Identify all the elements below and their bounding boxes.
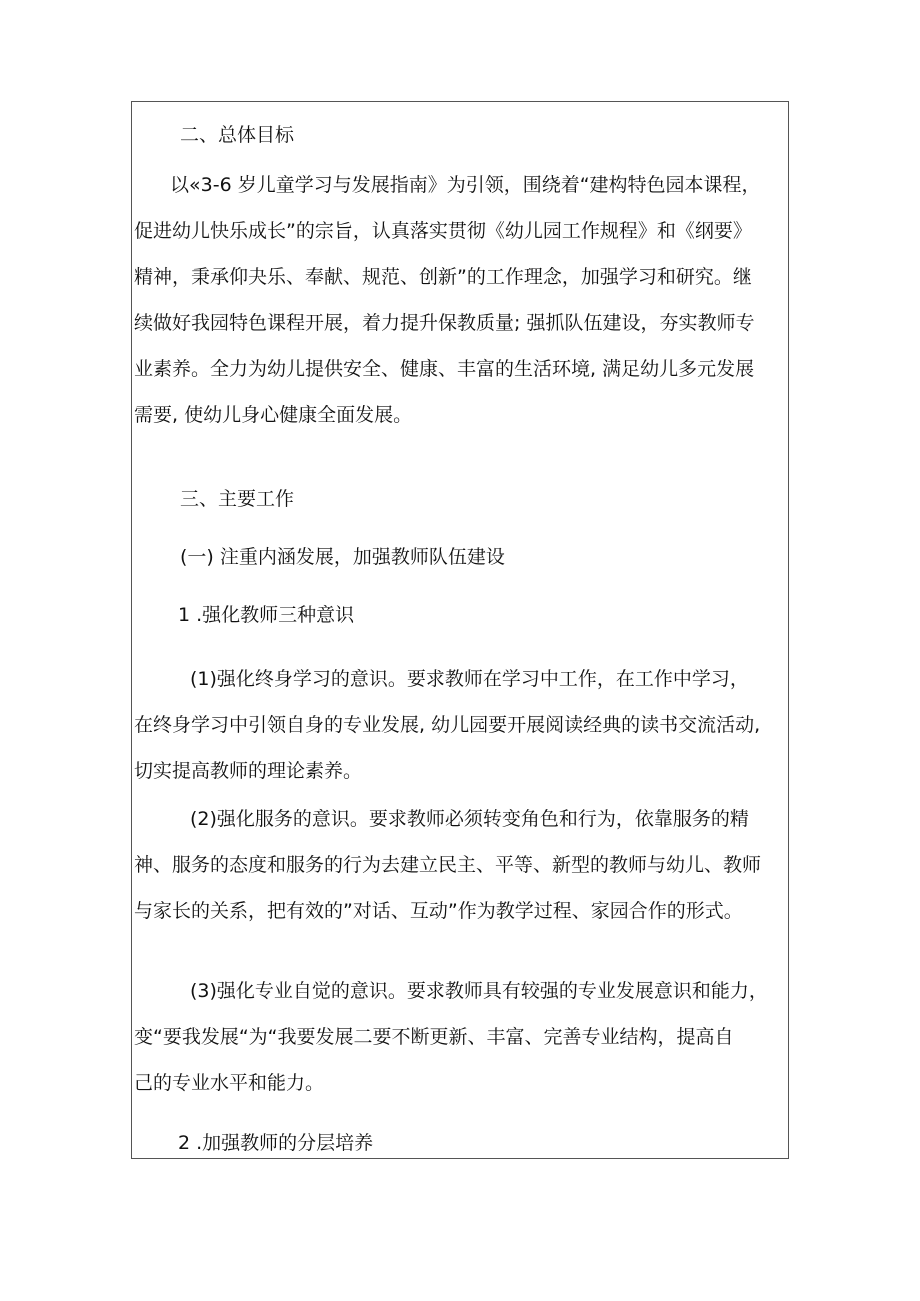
document-frame bbox=[131, 101, 789, 1159]
paragraph-professional-awareness: (3)强化专业自觉的意识。要求教师具有较强的专业发展意识和能力， 变“要我发展“为“我要发展二要不断更新、丰富、完善专业结构，提高自 己的专业水平和能力。 bbox=[134, 980, 768, 1094]
item-heading-three-awareness: 1 .强化教师三种意识 bbox=[178, 604, 355, 626]
overall-goal-paragraph: 以«3-6 岁儿童学习与发展指南》为引领，围绕着“建构特色园本课程， 促进幼儿快乐成长”的宗旨，认真落实贯彻《幼儿园工作规程》和《纲要》 精神，秉承仰夬乐、奉献、规范、创新”的工作理念，加强学习和研究。继 续做好我园特色课程开展，着力提升保教质量; 强抓队伍建设，夯实教师专 业素养。全力为幼儿提供安全、健康、丰富的生活环境, 满足幼儿多元发展 需要, 使幼儿身心健康全面发展。 bbox=[134, 174, 761, 426]
subsection-heading-teacher-team: (一) 注重内涵发展，加强教师队伍建设 bbox=[180, 546, 505, 568]
section-heading-main-work: 三、主要工作 bbox=[180, 488, 295, 510]
section-heading-overall-goal: 二、总体目标 bbox=[180, 124, 295, 146]
item-heading-tiered-training: 2 .加强教师的分层培养 bbox=[178, 1132, 374, 1154]
paragraph-lifelong-learning: (1)强化终身学习的意识。要求教师在学习中工作，在工作中学习， 在终身学习中引领自身的专业发展, 幼儿园要开展阅读经典的读书交流活动, 切实提高教师的理论素养。 bbox=[134, 668, 761, 782]
paragraph-service-awareness: (2)强化服务的意识。要求教师必须转变角色和行为，依靠服务的精 神、服务的态度和服务的行为去建立民主、平等、新型的教师与幼儿、教师 与家长的关系，把有效的”对话、互动”作为教学过程、家园合作的形式。 bbox=[134, 808, 762, 922]
